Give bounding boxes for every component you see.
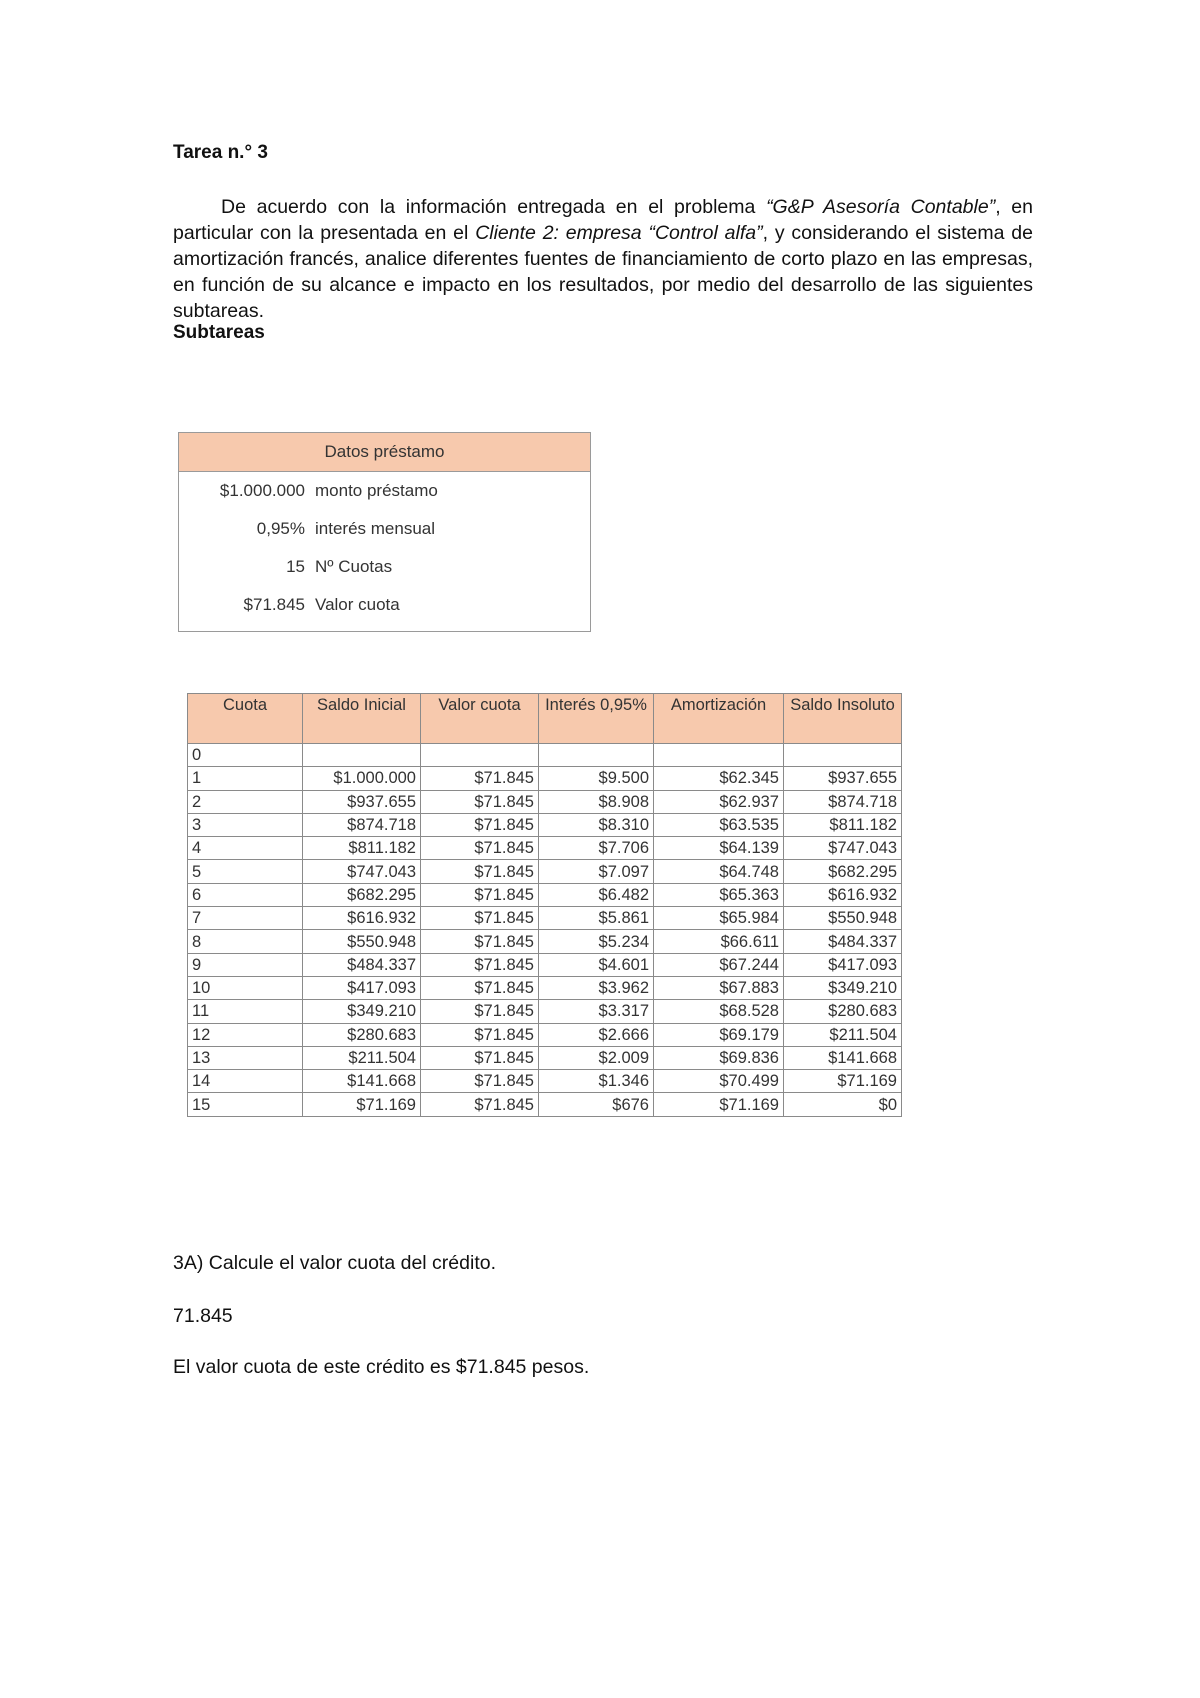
table-cell: $4.601 — [539, 953, 654, 976]
table-cell — [784, 744, 902, 767]
table-cell: $3.317 — [539, 1000, 654, 1023]
table-cell: $62.345 — [654, 767, 784, 790]
table-cell: $2.009 — [539, 1046, 654, 1069]
table-row — [188, 976, 902, 999]
table-cell: $69.179 — [654, 1023, 784, 1046]
table-cell: $64.139 — [654, 837, 784, 860]
loan-row — [179, 548, 590, 586]
table-cell: $9.500 — [539, 767, 654, 790]
table-row — [188, 883, 902, 906]
loan-data-box — [178, 432, 591, 632]
loan-value: $71.845 — [243, 595, 305, 614]
table-cell: $63.535 — [654, 813, 784, 836]
loan-data-title: Datos préstamo — [179, 433, 590, 472]
table-row — [188, 837, 902, 860]
table-cell: $71.845 — [421, 883, 539, 906]
table-cell: $65.984 — [654, 907, 784, 930]
table-row — [188, 1023, 902, 1046]
table-cell — [303, 744, 421, 767]
table-row — [188, 860, 902, 883]
table-cell: 8 — [188, 930, 303, 953]
table-cell: $211.504 — [303, 1046, 421, 1069]
table-cell: $71.845 — [421, 976, 539, 999]
table-cell: $616.932 — [303, 907, 421, 930]
table-cell: 6 — [188, 883, 303, 906]
table-cell: $616.932 — [784, 883, 902, 906]
table-cell — [421, 744, 539, 767]
loan-row — [179, 510, 590, 548]
table-cell: 1 — [188, 767, 303, 790]
table-cell: $811.182 — [784, 813, 902, 836]
table-cell: $280.683 — [303, 1023, 421, 1046]
table-cell: 7 — [188, 907, 303, 930]
table-cell: $71.845 — [421, 767, 539, 790]
column-header: Valor cuota — [421, 694, 539, 744]
answer-value: 71.845 — [173, 1305, 233, 1327]
table-cell: 0 — [188, 744, 303, 767]
table-cell: $65.363 — [654, 883, 784, 906]
table-cell: $141.668 — [784, 1046, 902, 1069]
table-cell: 5 — [188, 860, 303, 883]
answer-text: El valor cuota de este crédito es $71.845 pesos. — [173, 1356, 590, 1378]
subtasks-title: Subtareas — [173, 322, 265, 343]
table-cell: $417.093 — [303, 976, 421, 999]
table-header-row — [188, 694, 902, 744]
table-cell: $937.655 — [303, 790, 421, 813]
table-cell: 11 — [188, 1000, 303, 1023]
table-cell: $71.845 — [421, 1046, 539, 1069]
table-cell: $67.244 — [654, 953, 784, 976]
task-description: De acuerdo con la información entregada en el problema “G&P Asesoría Contable”, en particular con la presentada en el Cliente 2: empresa “Control alfa”, y considerando el sistema de amortización francés, analice diferentes fuentes de financiamiento de corto plazo en las empresas, en función de su alcance e impacto en los resultados, por medio del desarrollo de las siguientes subtareas. — [173, 196, 1033, 322]
loan-label: Valor cuota — [315, 595, 400, 614]
table-cell: $71.845 — [421, 790, 539, 813]
table-cell: $811.182 — [303, 837, 421, 860]
table-cell: $0 — [784, 1093, 902, 1116]
table-cell — [539, 744, 654, 767]
table-cell — [654, 744, 784, 767]
table-cell: $682.295 — [303, 883, 421, 906]
column-header: Saldo Inicial — [303, 694, 421, 744]
table-cell: $141.668 — [303, 1070, 421, 1093]
table-cell: $69.836 — [654, 1046, 784, 1069]
table-cell: $484.337 — [784, 930, 902, 953]
table-cell: $71.845 — [421, 813, 539, 836]
table-cell: 14 — [188, 1070, 303, 1093]
loan-label: Nº Cuotas — [315, 557, 393, 576]
table-cell: $71.845 — [421, 907, 539, 930]
table-cell: $71.845 — [421, 837, 539, 860]
table-row — [188, 767, 902, 790]
table-row — [188, 1046, 902, 1069]
table-cell: $71.845 — [421, 1023, 539, 1046]
table-cell: $71.845 — [421, 930, 539, 953]
table-cell: $6.482 — [539, 883, 654, 906]
table-row — [188, 1093, 902, 1116]
table-cell: 4 — [188, 837, 303, 860]
table-cell: $8.908 — [539, 790, 654, 813]
table-row — [188, 813, 902, 836]
table-cell: $71.845 — [421, 1000, 539, 1023]
loan-value: $1.000.000 — [219, 481, 305, 500]
table-cell: $349.210 — [784, 976, 902, 999]
table-cell: $71.169 — [303, 1093, 421, 1116]
table-row — [188, 907, 902, 930]
table-row — [188, 790, 902, 813]
table-cell: $1.346 — [539, 1070, 654, 1093]
table-cell: $62.937 — [654, 790, 784, 813]
table-cell: $676 — [539, 1093, 654, 1116]
table-cell: $484.337 — [303, 953, 421, 976]
table-cell: $5.861 — [539, 907, 654, 930]
table-cell: $211.504 — [784, 1023, 902, 1046]
column-header: Amortización — [654, 694, 784, 744]
loan-label: interés mensual — [315, 519, 436, 538]
amortization-table — [187, 693, 902, 1117]
table-cell: 13 — [188, 1046, 303, 1069]
loan-row — [179, 472, 590, 510]
table-cell: $747.043 — [784, 837, 902, 860]
table-cell: $5.234 — [539, 930, 654, 953]
table-cell: 9 — [188, 953, 303, 976]
loan-row — [179, 586, 590, 624]
table-cell: $64.748 — [654, 860, 784, 883]
column-header: Saldo Insoluto — [784, 694, 902, 744]
column-header: Cuota — [188, 694, 303, 744]
table-cell: $682.295 — [784, 860, 902, 883]
table-cell: $67.883 — [654, 976, 784, 999]
table-row — [188, 930, 902, 953]
table-cell: $550.948 — [303, 930, 421, 953]
table-cell: $66.611 — [654, 930, 784, 953]
table-cell: $3.962 — [539, 976, 654, 999]
table-cell: $1.000.000 — [303, 767, 421, 790]
table-cell: $71.169 — [654, 1093, 784, 1116]
table-cell: $7.706 — [539, 837, 654, 860]
table-row — [188, 744, 902, 767]
column-header: Interés 0,95% — [539, 694, 654, 744]
table-cell: $2.666 — [539, 1023, 654, 1046]
table-row — [188, 953, 902, 976]
table-cell: $874.718 — [784, 790, 902, 813]
table-row — [188, 1070, 902, 1093]
table-cell: $71.845 — [421, 1093, 539, 1116]
loan-label: monto préstamo — [315, 481, 438, 500]
table-cell: $550.948 — [784, 907, 902, 930]
task-heading: Tarea n.° 3 — [173, 142, 268, 163]
table-cell: 15 — [188, 1093, 303, 1116]
table-cell: 3 — [188, 813, 303, 836]
table-cell: $7.097 — [539, 860, 654, 883]
table-cell: $68.528 — [654, 1000, 784, 1023]
table-cell: $71.845 — [421, 860, 539, 883]
table-cell: $71.845 — [421, 1070, 539, 1093]
table-cell: $874.718 — [303, 813, 421, 836]
table-cell: 10 — [188, 976, 303, 999]
table-cell: 2 — [188, 790, 303, 813]
table-cell: $417.093 — [784, 953, 902, 976]
table-row — [188, 1000, 902, 1023]
table-cell: $71.845 — [421, 953, 539, 976]
table-cell: $71.169 — [784, 1070, 902, 1093]
table-cell: $70.499 — [654, 1070, 784, 1093]
table-cell: $280.683 — [784, 1000, 902, 1023]
table-cell: 12 — [188, 1023, 303, 1046]
loan-value: 0,95% — [256, 519, 305, 538]
question-3a: 3A) Calcule el valor cuota del crédito. — [173, 1252, 496, 1274]
table-cell: $349.210 — [303, 1000, 421, 1023]
loan-value: 15 — [286, 557, 305, 576]
table-cell: $8.310 — [539, 813, 654, 836]
table-cell: $937.655 — [784, 767, 902, 790]
table-cell: $747.043 — [303, 860, 421, 883]
